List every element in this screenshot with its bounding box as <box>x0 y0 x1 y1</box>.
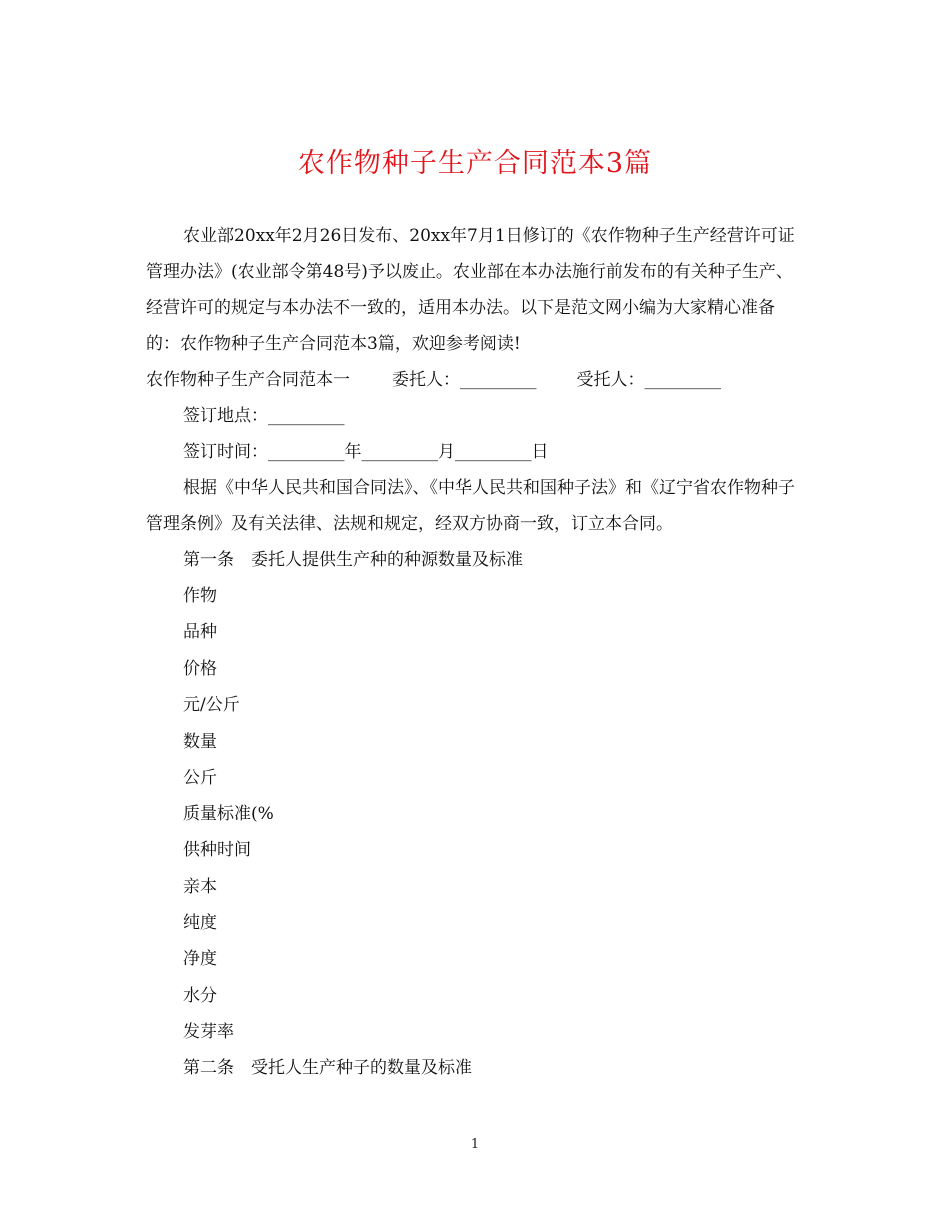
list-item: 发芽率 <box>183 1022 234 1042</box>
basis-text: 根据《中华人民共和国合同法》、《中华人民共和国种子法》和《辽宁省农作物种子管理条例》及有关法律、法规和规定，经双方协商一致，订立本合同。 <box>146 478 795 534</box>
list-item: 亲本 <box>183 877 217 897</box>
list-item: 元/公斤 <box>183 695 240 715</box>
list-item: 纯度 <box>183 913 217 933</box>
document-title: 农作物种子生产合同范本3篇 <box>297 148 653 179</box>
page-number: 1 <box>470 1137 480 1152</box>
list-item: 供种时间 <box>183 840 251 860</box>
sign-place-field: 签订地点：_________ <box>183 406 345 426</box>
basis-paragraph <box>146 470 806 542</box>
sign-time-field: 签订时间：_________年_________月_________日 <box>183 442 549 462</box>
list-item: 公斤 <box>183 768 217 788</box>
list-item: 水分 <box>183 986 217 1006</box>
list-item: 价格 <box>183 659 217 679</box>
agent-field: 受托人：_________ <box>576 370 721 390</box>
list-item: 质量标准(% <box>183 804 274 824</box>
article-1-heading: 第一条 委托人提供生产种的种源数量及标准 <box>183 550 523 570</box>
intro-paragraph <box>146 218 806 362</box>
list-item: 数量 <box>183 732 217 752</box>
contract-heading-row <box>146 368 721 392</box>
list-item: 作物 <box>183 586 217 606</box>
list-item: 净度 <box>183 949 217 969</box>
article-2-heading: 第二条 受托人生产种子的数量及标准 <box>183 1058 472 1078</box>
list-item: 品种 <box>183 622 217 642</box>
intro-text: 农业部20xx年2月26日发布、20xx年7月1日修订的《农作物种子生产经营许可证管理办法》(农业部令第48号)予以废止。农业部在本办法施行前发布的有关种子生产、经营许可的规定与本办法不一致的，适用本办法。以下是范文网小编为大家精心准备的：农作物种子生产合同范本3篇，欢迎参考阅读! <box>146 226 795 354</box>
principal-field: 委托人：_________ <box>392 370 537 390</box>
contract-heading: 农作物种子生产合同范本一 <box>146 370 350 390</box>
